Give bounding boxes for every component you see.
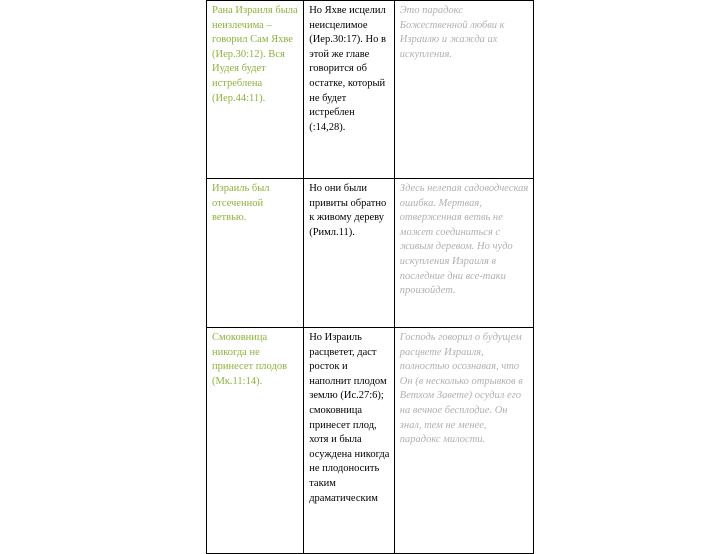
claim-cell: Рана Израиля была неизлечима – говорил Сам Яхве (Иер.30:12). Вся Иудея будет истреблена (Иер.44:11). [207,1,304,179]
comment-cell: Здесь нелепая садоводческая ошибка. Мертвая, отверженная ветвь не может соединиться с живым деревом. Но чудо искупления Израиля в последние дни все-таки произойдет. [394,179,533,328]
table-row [207,328,534,554]
answer-cell: Но Яхве исцелил неисцелимое (Иер.30:17). Но в этой же главе говорится об остатке, который не будет истреблен (:14,28). [304,1,395,179]
claim-cell: Израиль был отсеченной ветвью. [207,179,304,328]
comparison-table [206,0,534,554]
claim-cell: Смоковница никогда не принесет плодов (Мк.11:14). [207,328,304,554]
answer-cell: Но они были привиты обратно к живому дереву (Римл.11). [304,179,395,328]
table-row [207,179,534,328]
comment-cell: Господь говорил о будущем расцвете Израиля, полностью осознавая, что Он (в несколько отрывков в Ветхом Завете) осудил его на вечное бесплодие. Он знал, тем не менее, парадокс милости. [394,328,533,554]
answer-cell: Но Израиль расцветет, даст росток и наполнит плодом землю (Ис.27:6); смоковница принесет плод, хотя и была осуждена никогда не плодоносить таким драматическим [304,328,395,554]
comment-cell: Это парадокс Божественной любви к Израилю и жажда их искупления. [394,1,533,179]
table-row [207,1,534,179]
